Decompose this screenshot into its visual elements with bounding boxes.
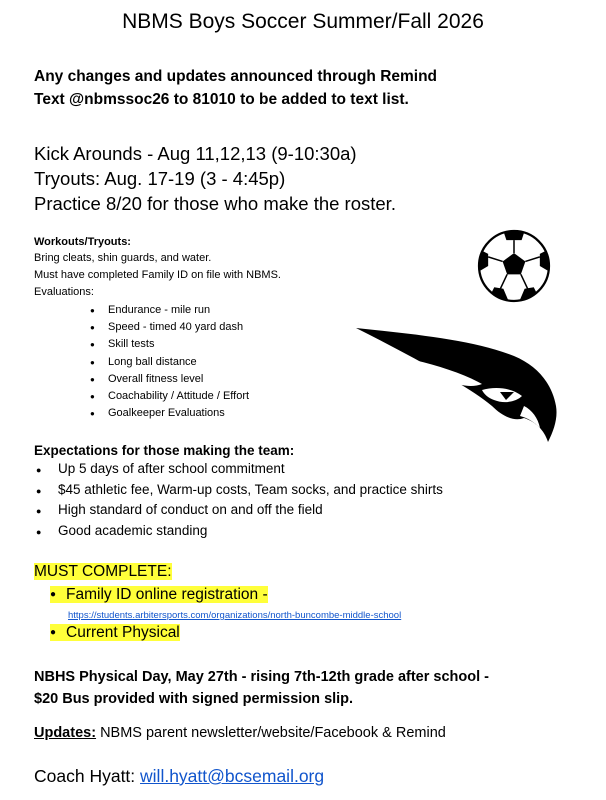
family-id-registration-link[interactable]: https://students.arbitersports.com/organizations/north-buncombe-middle-school — [68, 610, 402, 621]
practice-line: Practice 8/20 for those who make the roster. — [34, 193, 396, 214]
current-physical-item — [50, 624, 180, 642]
kick-arounds-line: Kick Arounds - Aug 11,12,13 (9-10:30a) — [34, 143, 357, 164]
tryouts-line: Tryouts: Aug. 17-19 (3 - 4:45p) — [34, 168, 286, 189]
bullet-icon: ● — [50, 589, 57, 600]
list-item: ● Endurance - mile run — [90, 302, 249, 319]
updates-text: NBMS parent newsletter/website/Facebook & Remind — [96, 725, 446, 741]
text-signup-notice: Text @nbmssoc26 to 81010 to be added to text list. — [34, 91, 409, 108]
updates-label: Updates: — [34, 725, 97, 741]
list-item: ● High standard of conduct on and off the field — [36, 500, 443, 521]
list-item: ● Up 5 days of after school commitment — [36, 459, 443, 480]
family-id-highlight — [50, 586, 268, 603]
workouts-heading: Workouts/Tryouts: — [34, 236, 131, 248]
workouts-line-cleats: Bring cleats, shin guards, and water. — [34, 252, 212, 264]
expectations-heading: Expectations for those making the team: — [34, 443, 295, 458]
must-complete-label: MUST COMPLETE: — [34, 563, 172, 580]
bus-line: $20 Bus provided with signed permission slip. — [34, 691, 354, 707]
list-item: ● Coachability / Attitude / Effort — [90, 388, 249, 405]
coach-label: Coach Hyatt: — [34, 766, 141, 786]
page-title: NBMS Boys Soccer Summer/Fall 2026 — [122, 10, 484, 33]
list-item: ● Overall fitness level — [90, 371, 249, 388]
expectations-list — [36, 459, 443, 541]
list-item: ● Goalkeeper Evaluations — [90, 405, 249, 422]
soccer-ball-icon — [476, 228, 552, 304]
list-item: ● $45 athletic fee, Warm-up costs, Team socks, and practice shirts — [36, 480, 443, 501]
list-item: ● Long ball distance — [90, 354, 249, 371]
family-id-label: Family ID online registration - — [66, 586, 268, 603]
must-complete-heading — [34, 563, 172, 581]
current-physical-label: Current Physical — [66, 624, 180, 641]
coach-contact — [34, 766, 324, 787]
hawk-mascot-logo — [354, 326, 564, 444]
bullet-icon: ● — [50, 627, 57, 638]
family-id-item — [50, 586, 268, 604]
workouts-line-family-id: Must have completed Family ID on file with NBMS. — [34, 269, 281, 281]
coach-email-link[interactable]: will.hyatt@bcsemail.org — [140, 766, 325, 786]
current-physical-highlight — [50, 624, 180, 641]
remind-notice: Any changes and updates announced through Remind — [34, 68, 438, 85]
evaluations-list — [90, 302, 249, 422]
updates-line — [34, 725, 446, 741]
physical-day-line: NBHS Physical Day, May 27th - rising 7th-12th grade after school - — [34, 669, 489, 685]
list-item: ● Good academic standing — [36, 521, 443, 542]
list-item: ● Skill tests — [90, 336, 249, 353]
list-item: ● Speed - timed 40 yard dash — [90, 319, 249, 336]
evaluations-label: Evaluations: — [34, 286, 94, 298]
